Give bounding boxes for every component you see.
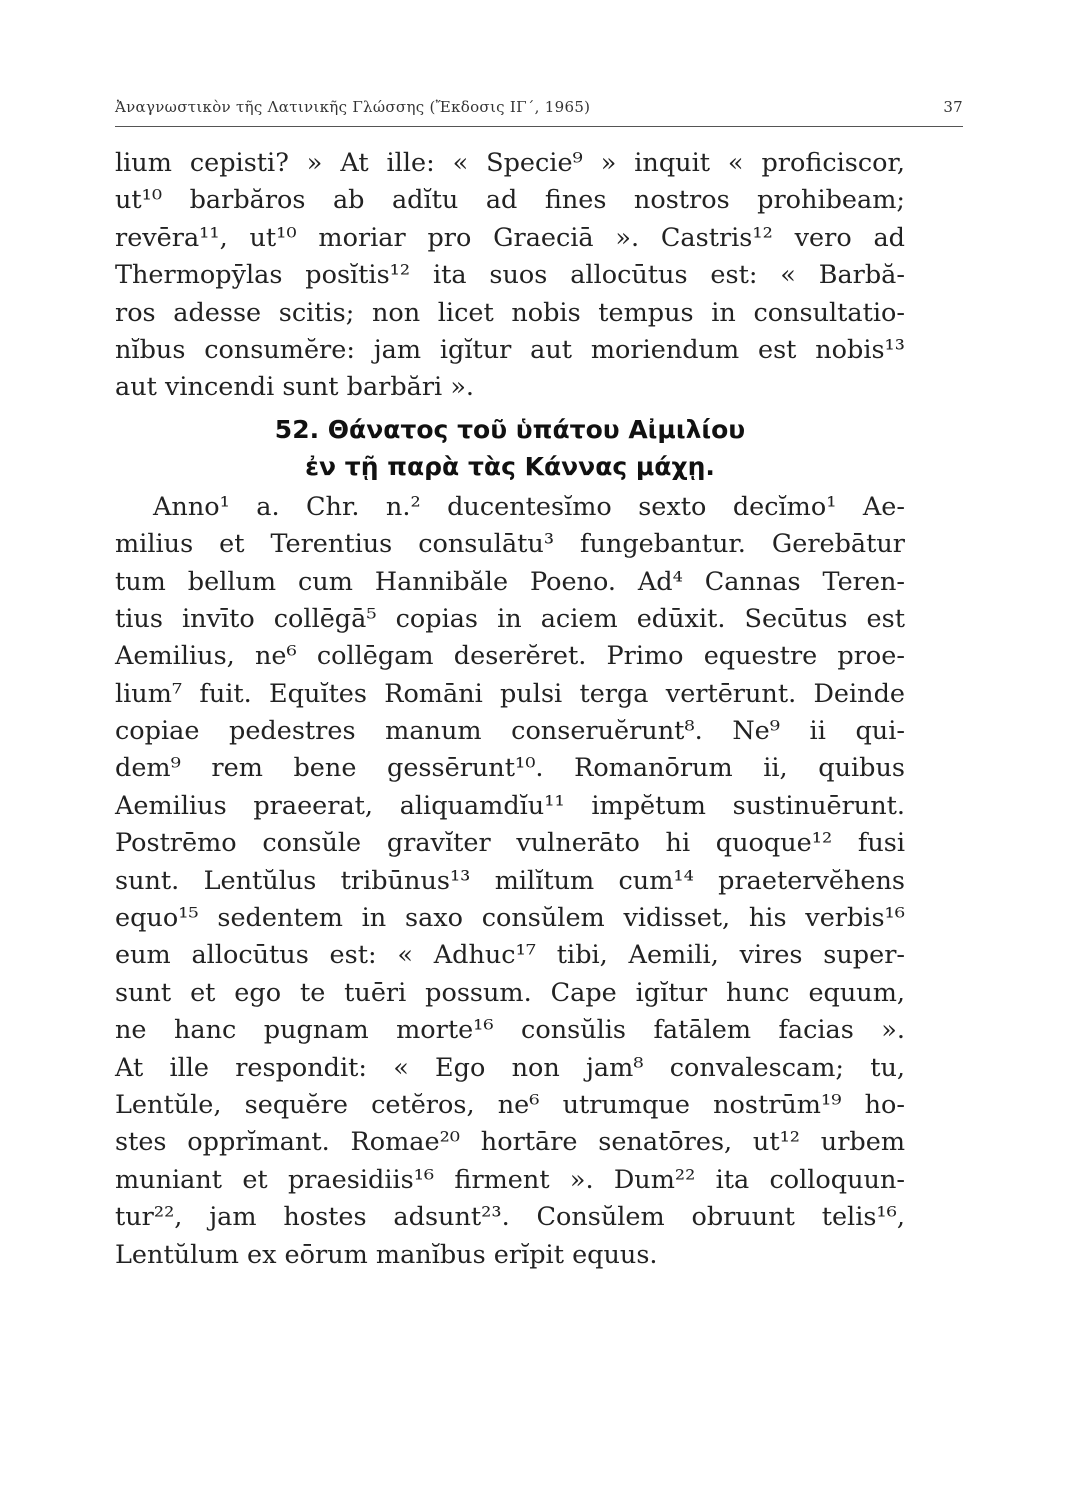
text-line: nĭbus consumĕre: jam igĭtur aut moriendum est nobis¹³	[115, 334, 905, 365]
text-line: Anno¹ a. Chr. n.² ducentesĭmo sexto decĭmo¹ Ae-	[153, 491, 905, 522]
text-line: Thermopȳlas posĭtis¹² ita suos allocūtus est: « Barbă-	[115, 260, 905, 291]
section-heading	[115, 411, 905, 485]
text-line: tur²², jam hostes adsunt²³. Consŭlem obruunt telis¹⁶,	[115, 1202, 905, 1233]
text-line: equo¹⁵ sedentem in saxo consŭlem vidisset, his verbis¹⁶	[115, 903, 905, 934]
text-line: Lentŭle, sequĕre cetĕros, ne⁶ utrumque nostrūm¹⁹ ho-	[115, 1089, 905, 1120]
paragraph-2	[115, 489, 905, 1274]
text-line: lium⁷ fuit. Equĭtes Romāni pulsi terga vertērunt. Deinde	[115, 678, 905, 709]
text-line: ne hanc pugnam morte¹⁶ consŭlis fatālem facias ».	[115, 1015, 905, 1046]
paragraph-1	[115, 145, 905, 407]
text-line: Aemilius praeerat, aliquamdĭu¹¹ impĕtum sustinuērunt.	[115, 790, 905, 821]
text-line: stes opprĭmant. Romae²⁰ hortāre senatōres, ut¹² urbem	[115, 1127, 905, 1158]
text-line: milius et Terentius consulātu³ fungebantur. Gerebātur	[115, 529, 905, 560]
text-line: Aemilius, ne⁶ collēgam deserĕret. Primo equestre proe-	[115, 641, 905, 672]
page-number: 37	[943, 98, 963, 116]
page-header	[115, 98, 963, 124]
text-line: ros adesse scitis; non licet nobis tempus in consultatio-	[115, 297, 905, 328]
text-line: lium cepisti? » At ille: « Specie⁹ » inquit « proficiscor,	[115, 148, 905, 178]
text-line: sunt. Lentŭlus tribūnus¹³ milĭtum cum¹⁴ praetervĕhens	[115, 865, 905, 896]
heading-line-2: ἐν τῇ παρὰ τὰς Κάννας μάχῃ.	[305, 451, 715, 481]
text-line: aut vincendi sunt barbări ».	[115, 372, 475, 403]
text-line: tius invīto collēgā⁵ copias in aciem edūxit. Secūtus est	[115, 603, 905, 634]
text-line: copiae pedestres manum conseruĕrunt⁸. Ne⁹ ii qui-	[115, 716, 905, 747]
text-line: At ille respondit: « Ego non jam⁸ convalescam; tu,	[115, 1052, 905, 1083]
text-line: tum bellum cum Hannibăle Poeno. Ad⁴ Cannas Teren-	[115, 566, 905, 597]
text-line: Lentŭlum ex eōrum manĭbus erĭpit equus.	[115, 1239, 658, 1270]
text-line: eum allocūtus est: « Adhuc¹⁷ tibi, Aemili, vires super-	[115, 940, 905, 971]
page-body	[115, 145, 905, 1274]
text-line: Postrēmo consŭle gravĭter vulnerāto hi quoque¹² fusi	[115, 828, 905, 859]
running-title: Ἀναγνωστικὸν τῆς Λατινικῆς Γλώσσης (Ἔκδοσις ΙΓ΄, 1965)	[115, 98, 591, 116]
text-line: ut¹⁰ barbăros ab adĭtu ad fines nostros prohibeam;	[115, 185, 905, 216]
text-line: sunt et ego te tuēri possum. Cape igĭtur hunc equum,	[115, 977, 905, 1008]
heading-line-1: 52. Θάνατος τοῦ ὑπάτου Αἰμιλίου	[274, 414, 746, 444]
text-line: muniant et praesidiis¹⁶ firment ». Dum²² ita colloquun-	[115, 1164, 905, 1195]
text-line: revēra¹¹, ut¹⁰ moriar pro Graeciā ». Castris¹² vero ad	[115, 222, 905, 253]
header-rule	[115, 126, 963, 127]
text-line: dem⁹ rem bene gessērunt¹⁰. Romanōrum ii, quibus	[115, 753, 905, 784]
